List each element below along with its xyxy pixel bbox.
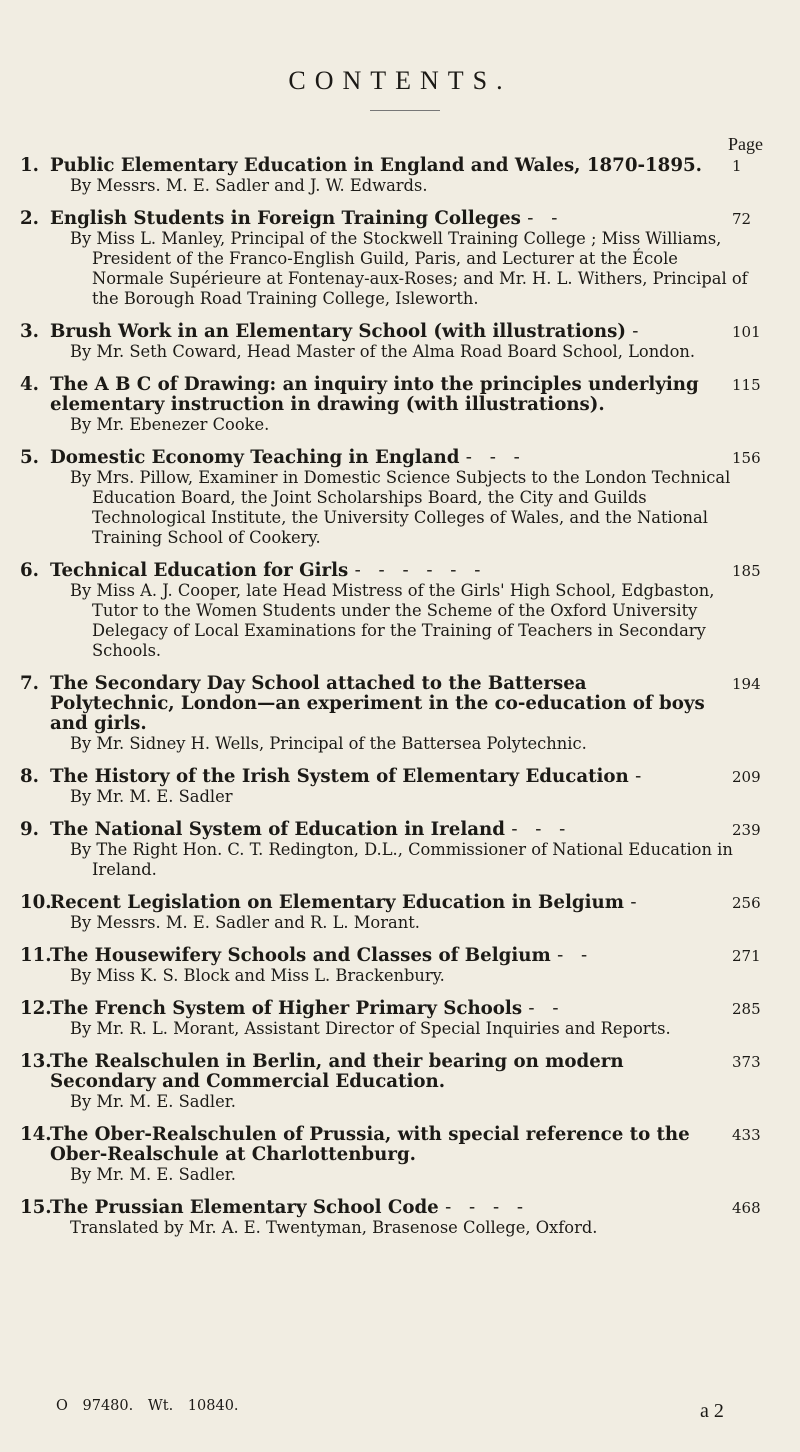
entry-number: 7. bbox=[20, 673, 39, 694]
entry-page-number: 185 bbox=[732, 562, 761, 580]
entry-page-number: 101 bbox=[732, 323, 761, 341]
entry-title: The History of the Irish System of Elementary Education bbox=[50, 766, 629, 787]
entry-heading bbox=[20, 1052, 780, 1092]
entry-page-number: 285 bbox=[732, 1000, 761, 1018]
page-column-label: Page bbox=[728, 134, 763, 154]
entry-heading bbox=[20, 820, 780, 840]
entry-number: 6. bbox=[20, 560, 39, 581]
entry-title: Brush Work in an Elementary School (with illustrations) bbox=[50, 321, 626, 342]
entry-page-number: 209 bbox=[732, 768, 761, 786]
entry-number: 1. bbox=[20, 155, 39, 176]
entry-page-number: 271 bbox=[732, 947, 761, 965]
entry-heading bbox=[20, 156, 780, 176]
entry-byline: By Mr. M. E. Sadler. bbox=[70, 1092, 236, 1111]
entry-number: 10. bbox=[20, 892, 52, 913]
entry-leader: - - bbox=[528, 998, 565, 1019]
entry-byline: By The Right Hon. C. T. Redington, D.L., Commissioner of National Education in Ireland. bbox=[70, 840, 733, 879]
contents-entry bbox=[20, 893, 780, 933]
entry-number: 2. bbox=[20, 208, 39, 229]
entry-byline: By Messrs. M. E. Sadler and J. W. Edwards. bbox=[70, 176, 428, 195]
contents-entry bbox=[20, 820, 780, 880]
contents-entry bbox=[20, 1125, 780, 1185]
entry-byline: Translated by Mr. A. E. Twentyman, Brasenose College, Oxford. bbox=[70, 1218, 598, 1237]
entry-title: The A B C of Drawing: an inquiry into the principles underlying elementary instruction in drawing (with illustrations). bbox=[50, 374, 699, 415]
entry-byline: By Mr. R. L. Morant, Assistant Director of Special Inquiries and Reports. bbox=[70, 1019, 671, 1038]
entry-byline: By Miss K. S. Block and Miss L. Brackenbury. bbox=[70, 966, 445, 985]
entry-title: Public Elementary Education in England and Wales, 1870-1895. bbox=[50, 155, 702, 176]
entry-heading bbox=[20, 946, 780, 966]
entry-byline: By Mr. Seth Coward, Head Master of the Alma Road Board School, London. bbox=[70, 342, 696, 361]
entry-leader: - bbox=[630, 892, 643, 913]
signature-mark: a 2 bbox=[700, 1400, 724, 1422]
contents-entry bbox=[20, 448, 780, 548]
entry-title: The Prussian Elementary School Code bbox=[50, 1197, 439, 1218]
entry-byline: By Mr. Sidney H. Wells, Principal of the Battersea Polytechnic. bbox=[70, 734, 587, 753]
entry-number: 14. bbox=[20, 1124, 52, 1145]
entry-heading bbox=[20, 893, 780, 913]
entry-byline: By Mr. M. E. Sadler. bbox=[70, 1165, 236, 1184]
entry-byline: By Mrs. Pillow, Examiner in Domestic Science Subjects to the London Technical Education Board, the Joint Scholarships Board, the City and Guilds Technological Institute, the University Colleges of Wales, and the National Training School of Cookery. bbox=[70, 468, 731, 547]
entry-byline: By Mr. Ebenezer Cooke. bbox=[70, 415, 270, 434]
entry-leader: - - - - bbox=[445, 1197, 530, 1218]
entry-number: 13. bbox=[20, 1051, 52, 1072]
entry-byline: By Messrs. M. E. Sadler and R. L. Morant. bbox=[70, 913, 420, 932]
entry-title: Recent Legislation on Elementary Education in Belgium bbox=[50, 892, 625, 913]
entry-page-number: 433 bbox=[732, 1126, 761, 1144]
entry-leader: - bbox=[632, 321, 645, 342]
entry-heading bbox=[20, 448, 780, 468]
contents-entry bbox=[20, 1198, 780, 1238]
entry-page-number: 156 bbox=[732, 449, 761, 467]
entry-page-number: 256 bbox=[732, 894, 761, 912]
entry-leader: - bbox=[635, 766, 648, 787]
entry-page-number: 194 bbox=[732, 675, 761, 693]
entry-leader: - - - - - - bbox=[354, 560, 487, 581]
print-reference: O 97480. Wt. 10840. bbox=[56, 1398, 239, 1414]
contents-entry bbox=[20, 674, 780, 754]
entry-page-number: 1 bbox=[732, 157, 742, 175]
entry-leader: - - - bbox=[511, 819, 572, 840]
entry-title: English Students in Foreign Training Colleges bbox=[50, 208, 521, 229]
contents-entry bbox=[20, 767, 780, 807]
entry-number: 9. bbox=[20, 819, 39, 840]
entry-byline: By Mr. M. E. Sadler bbox=[70, 787, 233, 806]
entry-heading bbox=[20, 209, 780, 229]
entry-byline: By Miss L. Manley, Principal of the Stockwell Training College ; Miss Williams, President of the Franco-English Guild, Paris, and Lecturer at the École Normale Supérieure at Fontenay-aux-Roses; and Mr. H. L. Withers, Principal of the Borough Road Training College, Isleworth. bbox=[70, 229, 748, 308]
entry-title: The Ober-Realschulen of Prussia, with special reference to the Ober-Realschule at Charlottenburg. bbox=[50, 1124, 690, 1165]
entry-heading bbox=[20, 1125, 780, 1165]
entry-byline: By Miss A. J. Cooper, late Head Mistress of the Girls' High School, Edgbaston, Tutor to the Women Students under the Scheme of the Oxford University Delegacy of Local Examinations for the Training of Teachers in Secondary Schools. bbox=[70, 581, 715, 660]
entry-leader: - - bbox=[557, 945, 594, 966]
page-title: CONTENTS. bbox=[288, 66, 512, 95]
title-rule bbox=[370, 110, 440, 111]
entry-number: 15. bbox=[20, 1197, 52, 1218]
entry-number: 11. bbox=[20, 945, 52, 966]
entry-heading bbox=[20, 767, 780, 787]
entry-title: The Housewifery Schools and Classes of Belgium bbox=[50, 945, 551, 966]
entry-heading bbox=[20, 322, 780, 342]
entry-title: Technical Education for Girls bbox=[50, 560, 349, 581]
entry-page-number: 373 bbox=[732, 1053, 761, 1071]
entry-page-number: 239 bbox=[732, 821, 761, 839]
entry-page-number: 72 bbox=[732, 210, 752, 228]
contents-entry bbox=[20, 156, 780, 196]
entry-page-number: 468 bbox=[732, 1199, 761, 1217]
contents-entry bbox=[20, 1052, 780, 1112]
entry-title: The National System of Education in Ireland bbox=[50, 819, 505, 840]
entry-title: The Secondary Day School attached to the Battersea Polytechnic, London—an experiment in the co-education of boys and girls. bbox=[50, 673, 705, 734]
contents-list bbox=[20, 156, 780, 1251]
contents-entry bbox=[20, 946, 780, 986]
entry-number: 3. bbox=[20, 321, 39, 342]
entry-title: The French System of Higher Primary Schools bbox=[50, 998, 523, 1019]
entry-heading bbox=[20, 674, 780, 734]
entry-heading bbox=[20, 1198, 780, 1218]
entry-leader: - - bbox=[527, 208, 564, 229]
contents-entry bbox=[20, 209, 780, 309]
contents-entry bbox=[20, 375, 780, 435]
entry-number: 8. bbox=[20, 766, 39, 787]
entry-page-number: 115 bbox=[732, 376, 761, 394]
entry-heading bbox=[20, 561, 780, 581]
entry-heading bbox=[20, 999, 780, 1019]
entry-leader: - - - bbox=[465, 447, 526, 468]
entry-title: The Realschulen in Berlin, and their bearing on modern Secondary and Commercial Education. bbox=[50, 1051, 624, 1092]
entry-number: 4. bbox=[20, 374, 39, 395]
contents-entry bbox=[20, 561, 780, 661]
entry-number: 5. bbox=[20, 447, 39, 468]
contents-entry bbox=[20, 999, 780, 1039]
entry-heading bbox=[20, 375, 780, 415]
contents-entry bbox=[20, 322, 780, 362]
entry-number: 12. bbox=[20, 998, 52, 1019]
entry-title: Domestic Economy Teaching in England bbox=[50, 447, 460, 468]
